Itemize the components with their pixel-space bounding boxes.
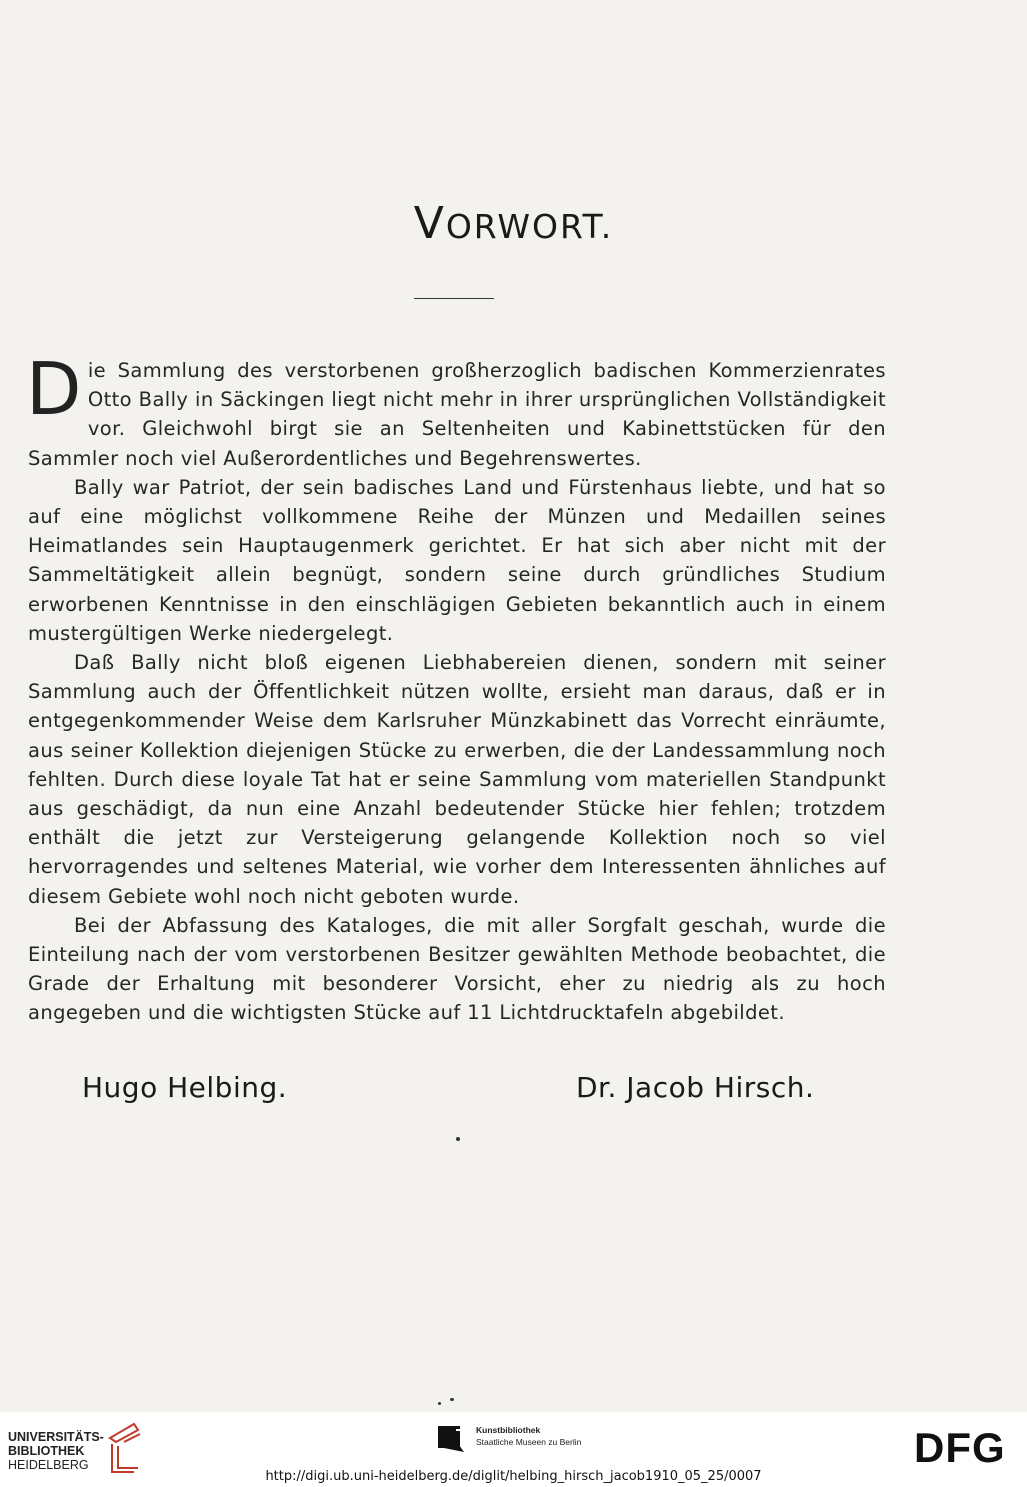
- signature-right: Dr. Jacob Hirsch.: [576, 1071, 815, 1104]
- paragraph-1-text: ie Sammlung des verstorbenen großherzoglich badischen Kommerzienrates Otto Bally in Säckingen liegt nicht mehr in ihrer ursprünglichen Vollständigkeit vor. Gleichwohl birgt sie an Seltenheiten und Kabinettstücken für den Sammler noch viel Außerordentliches und Begehrenswertes.: [28, 359, 886, 470]
- title-first-letter: V: [413, 198, 446, 249]
- kunstbibliothek-logo-icon: [438, 1426, 470, 1456]
- ub-logo-icon: [104, 1420, 144, 1476]
- title-divider: [414, 298, 494, 299]
- paragraph-2: Bally war Patriot, der sein badisches Land und Fürstenhaus liebte, und hat so auf eine möglichst vollkommene Reihe der Münzen und Medaillen seines Heimatlandes sein Hauptaugenmerk gerichtet. Er hat sich aber nicht mit der Sammeltätigkeit allein begnügt, sondern seine durch gründliches Studium erworbenen Kenntnisse in den einschlägigen Gebieten bekanntlich auch in einem mustergültigen Werke niedergelegt.: [28, 475, 886, 645]
- drop-cap: D: [26, 347, 82, 431]
- page-title: [0, 198, 1027, 249]
- dfg-logo: DFG: [914, 1424, 1006, 1471]
- signature-left: Hugo Helbing.: [82, 1071, 288, 1104]
- foreword-body: [26, 347, 886, 1028]
- ub-line-2: BIBLIOTHEK: [8, 1444, 85, 1458]
- kb-line-1: Kunstbibliothek: [476, 1425, 541, 1435]
- digitization-footer: [0, 1412, 1027, 1487]
- kb-line-2: Staatliche Museen zu Berlin: [476, 1437, 582, 1447]
- paragraph-1: [26, 347, 886, 473]
- ink-speck: [456, 1137, 460, 1141]
- kunstbibliothek-label: [476, 1424, 581, 1448]
- paragraph-3: Daß Bally nicht bloß eigenen Liebhabereien dienen, sondern mit seiner Sammlung auch der Öffentlichkeit nützen wollte, ersieht man daraus, daß er in entgegenkommender Weise dem Karlsruher Münzkabinett das Vorrecht einräumte, aus seiner Kollektion diejenigen Stücke zu erwerben, die der Landessammlung noch fehlten. Durch diese loyale Tat hat er seine Sammlung vom materiellen Standpunkt aus geschädigt, da nun eine Anzahl bedeutender Stücke hier fehlen; trotzdem enthält die jetzt zur Versteigerung gelangende Kollektion noch so viel hervorragendes und seltenes Material, wie vorher dem Interessenten ähnliches auf diesem Gebiete wohl noch nicht geboten wurde.: [28, 651, 886, 908]
- ub-heidelberg-label: [8, 1430, 104, 1472]
- paragraph-4: Bei der Abfassung des Kataloges, die mit aller Sorgfalt geschah, wurde die Einteilung nach der vom verstorbenen Besitzer gewählten Methode beobachtet, die Grade der Erhaltung mit besonderer Vorsicht, eher zu niedrig als zu hoch angegeben und die wichtigsten Stücke auf 11 Lichtdrucktafeln abgebildet.: [28, 913, 886, 1025]
- title-rest: ORWORT.: [445, 207, 614, 246]
- ink-speck: [438, 1402, 441, 1405]
- ub-line-3: HEIDELBERG: [8, 1458, 89, 1472]
- ink-speck: [450, 1398, 454, 1401]
- source-url[interactable]: http://digi.ub.uni-heidelberg.de/diglit/helbing_hirsch_jacob1910_05_25/0007: [265, 1469, 762, 1484]
- ub-line-1: UNIVERSITÄTS-: [8, 1430, 104, 1444]
